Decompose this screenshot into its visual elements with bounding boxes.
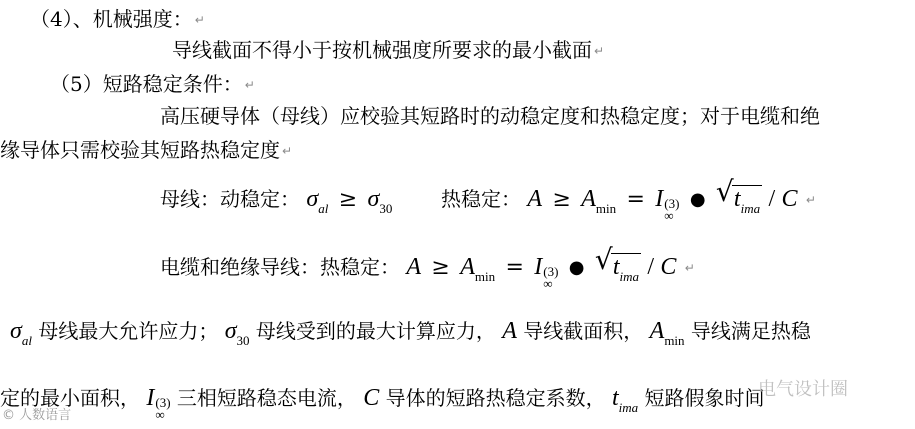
watermark-left: © 人数语言 xyxy=(2,408,72,423)
symbol-description-line2: 定的最小面积， I (3) ∞ 三相短路稳态电流， C 导体的短路热稳定系数， $t_{ima}$ 短路假象时间 xyxy=(0,385,765,422)
paragraph-mark: ↵ xyxy=(594,44,605,58)
paragraph-mark: ↵ xyxy=(194,13,205,27)
symbol-description-line1: $\sigma_{al}$ 母线最大允许应力； $\sigma_{30}$ 母线受到的最大计算应力， A 导线截面积， $A_{min}$ 导线满足热稳 xyxy=(10,318,811,348)
i-infinity: I (3) ∞ xyxy=(534,254,559,291)
a-min: $A_{min}$ xyxy=(460,254,496,284)
heading-mechanical-strength: （4）、机械强度： ↵ xyxy=(30,7,205,31)
i-infinity: I (3) ∞ xyxy=(655,186,680,223)
formula-busbar: 母线：动稳定： $\sigma_{al} \ge \sigma_{30}$ 热稳定： $A \ge A_{min} = I$ (3) ∞ ● √ $t_{ima}$ / C ↵ xyxy=(160,175,816,223)
sqrt-t-ima: √ $t_{ima}$ xyxy=(595,253,641,290)
a-min: $A_{min}$ xyxy=(581,186,617,216)
paragraph-mark: ↵ xyxy=(244,78,255,92)
text-paragraph-line1: 高压硬导体（母线）应校验其短路时的动稳定度和热稳定度；对于电缆和绝 xyxy=(160,104,820,128)
watermark-right: 电气设计圈 xyxy=(758,379,848,400)
text-min-section: 导线截面不得小于按机械强度所要求的最小截面 ↵ xyxy=(172,38,605,62)
formula-cable: 电缆和绝缘导线：热稳定： $A \ge A_{min} = I$ (3) ∞ ● √ $t_{ima}$ / C ↵ xyxy=(160,243,695,291)
paragraph-mark: ↵ xyxy=(805,193,816,207)
text-paragraph-line2: 缘导体只需校验其短路热稳定度 ↵ xyxy=(0,138,293,162)
sqrt-t-ima: √ $t_{ima}$ xyxy=(716,185,762,222)
paragraph-mark: ↵ xyxy=(684,261,695,275)
sigma-30: $\sigma_{30}$ xyxy=(367,186,393,216)
heading-short-circuit: （5）短路稳定条件： ↵ xyxy=(50,72,255,96)
paragraph-mark: ↵ xyxy=(282,144,293,158)
sigma-al: $\sigma_{al}$ xyxy=(306,186,329,216)
